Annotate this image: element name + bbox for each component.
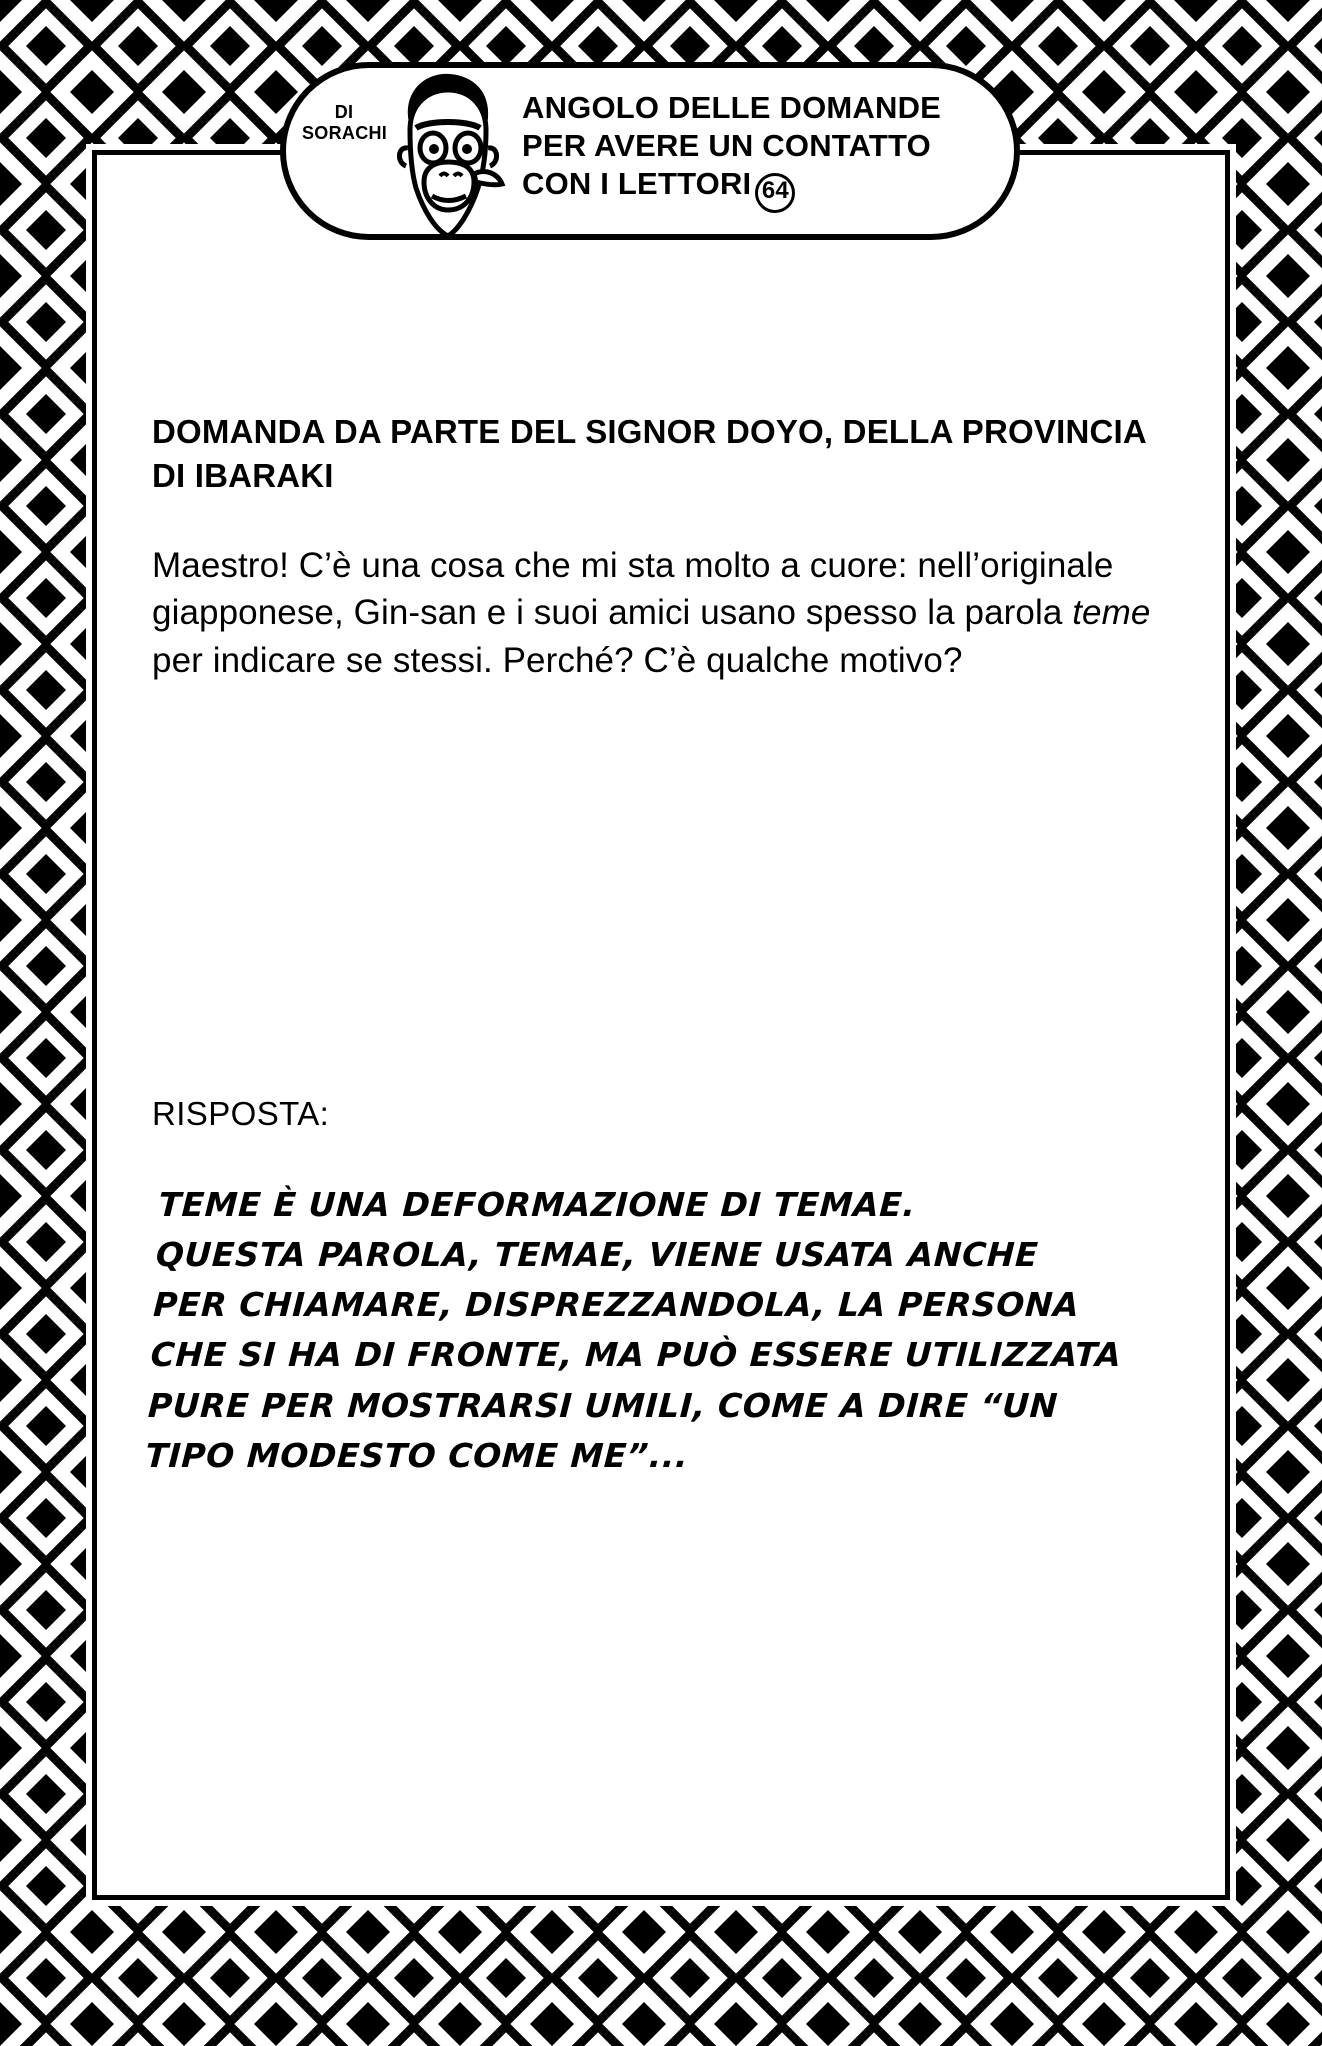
question-text-part2: per indicare se stessi. Perché? C’è qualche motivo?: [152, 640, 963, 680]
answer-label: RISPOSTA:: [152, 1095, 330, 1132]
byline: [302, 102, 386, 143]
header-capsule-left: [286, 68, 522, 234]
byline-line1: DI: [334, 102, 354, 122]
header-title-line-3-text: CON I LETTORI: [522, 165, 752, 201]
question-term-italic: teme: [1072, 593, 1151, 633]
header-title: [522, 89, 1014, 213]
answer-line-1: TEME È UNA DEFORMAZIONE DI TEMAE.: [157, 1185, 917, 1224]
answer-line-3: PER CHIAMARE, DISPREZZANDOLA, LA PERSONA: [152, 1285, 1081, 1325]
header-title-line-2: PER AVERE UN CONTATTO: [522, 128, 931, 163]
question-text: [152, 542, 1152, 685]
answer-line-4: CHE SI HA DI FRONTE, MA PUÒ ESSERE UTILIZZATA: [149, 1335, 1123, 1375]
issue-number-badge: 64: [755, 173, 795, 213]
answer-line-6: TIPO MODESTO COME ME”...: [144, 1435, 690, 1475]
answer-line-5: PURE PER MOSTRARSI UMILI, COME A DIRE “UN: [147, 1385, 1060, 1425]
sorachi-gorilla-face-icon: [378, 64, 518, 242]
answer-line-2: QUESTA PAROLA, TEMAE, VIENE USATA ANCHE: [154, 1235, 1040, 1275]
question-block: [152, 410, 1162, 685]
byline-line2: SORACHI: [302, 122, 388, 143]
question-text-part1: Maestro! C’è una cosa che mi sta molto a cuore: nell’originale giapponese, Gin-san e i suoi amici usano spesso la parola: [152, 545, 1114, 633]
header-capsule: [280, 62, 1020, 240]
header-title-line-1: ANGOLO DELLE DOMANDE: [522, 90, 942, 126]
header-title-line-3: [522, 165, 988, 213]
question-heading: DOMANDA DA PARTE DEL SIGNOR DOYO, DELLA PROVINCIA DI IBARAKI: [152, 413, 1146, 494]
answer-text: [144, 1180, 1190, 1481]
